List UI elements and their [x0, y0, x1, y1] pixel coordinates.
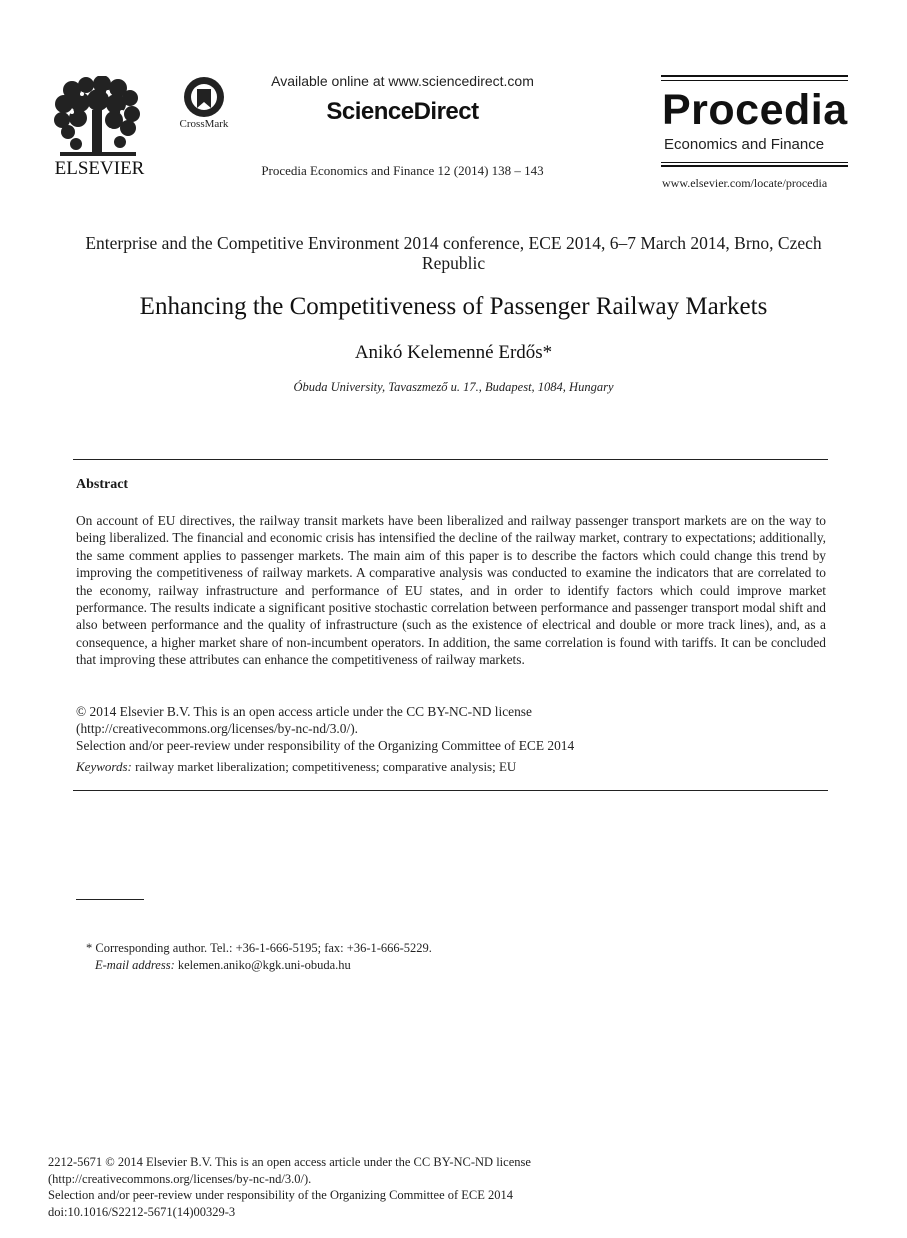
doi[interactable]: doi:10.1016/S2212-5671(14)00329-3 — [48, 1205, 236, 1220]
procedia-rule-bottom-thin — [661, 162, 848, 163]
procedia-rule-bottom — [661, 165, 848, 167]
affiliation: Óbuda University, Tavaszmező u. 17., Budapest, 1084, Hungary — [293, 380, 614, 394]
corresponding-author: * Corresponding author. Tel.: +36-1-666-5195; fax: +36-1-666-5229. — [86, 941, 432, 955]
footnote-rule — [76, 899, 144, 900]
license-line: © 2014 Elsevier B.V. This is an open access article under the CC BY-NC-ND license — [76, 704, 532, 719]
corresponding-footnote — [86, 940, 686, 974]
email-line — [86, 957, 686, 974]
peer-review-line: Selection and/or peer-review under responsibility of the Organizing Committee of ECE 2014 — [76, 738, 575, 753]
abstract-body: On account of EU directives, the railway transit markets have been liberalized and railway passenger transport markets are on the way to being liberalized. The financial and economic crisis has intensified the decline of the railway market, contrary to expectations; additionally, the same comment applies to passenger markets. The main aim of this paper is to describe the factors which could change this trend by improving the competitiveness of railway markets. A comparative analysis was conducted to examine the indicators that are correlated to the economy, railway infrastructure and performance of EU states, and in order to identify factors which could improve market performance. The results indicate a significant positive stochastic correlation between performance and passenger transport modal shift and also between performance and the quality of infrastructure (such as the existence of electrical and double or more track lines), and, as a consequence, a higher market share of non-incumbent operators. In addition, the same correlation is found with tariffs. It can be concluded that improving these attributes can enhance the competitiveness of railway markets. — [76, 513, 826, 668]
license-block — [76, 703, 826, 754]
footer-license-link[interactable]: (http://creativecommons.org/licenses/by-nc-nd/3.0/). — [48, 1171, 312, 1186]
keywords-label: Keywords: — [76, 759, 132, 774]
conference-line: Enterprise and the Competitive Environment 2014 conference, ECE 2014, 6–7 March 2014, Brno, Czech Republic — [85, 233, 822, 273]
available-online-line[interactable]: Available online at www.sciencedirect.com — [271, 73, 534, 89]
abstract-top-rule — [73, 459, 828, 460]
crossmark-label: CrossMark — [179, 118, 229, 130]
paper-title: Enhancing the Competitiveness of Passenger Railway Markets — [139, 293, 768, 320]
procedia-subtitle: Economics and Finance — [664, 136, 825, 153]
license-link[interactable]: (http://creativecommons.org/licenses/by-nc-nd/3.0/). — [76, 721, 359, 736]
keywords-line — [76, 759, 826, 775]
email-label: E-mail address: — [95, 958, 175, 972]
page-footer — [48, 1154, 748, 1221]
abstract-heading: Abstract — [76, 477, 129, 492]
sciencedirect-wordmark: ScienceDirect — [326, 98, 479, 125]
footer-peer-review: Selection and/or peer-review under responsibility of the Organizing Committee of ECE 2014 — [48, 1188, 514, 1203]
email-address[interactable]: kelemen.aniko@kgk.uni-obuda.hu — [174, 958, 351, 972]
keywords-text: railway market liberalization; competitiveness; comparative analysis; EU — [131, 759, 517, 774]
abstract-bottom-rule — [73, 790, 828, 791]
procedia-url[interactable]: www.elsevier.com/locate/procedia — [662, 176, 828, 190]
procedia-rule-top — [661, 75, 848, 77]
issn-license-line: 2212-5671 © 2014 Elsevier B.V. This is an open access article under the CC BY-NC-ND license — [48, 1155, 531, 1169]
author-name: Anikó Kelemenné Erdős* — [354, 342, 553, 363]
journal-reference: Procedia Economics and Finance 12 (2014) 138 – 143 — [261, 163, 544, 178]
procedia-title: Procedia — [662, 86, 848, 134]
publisher-name: ELSEVIER — [54, 158, 145, 179]
procedia-rule-top-thin — [661, 80, 848, 81]
